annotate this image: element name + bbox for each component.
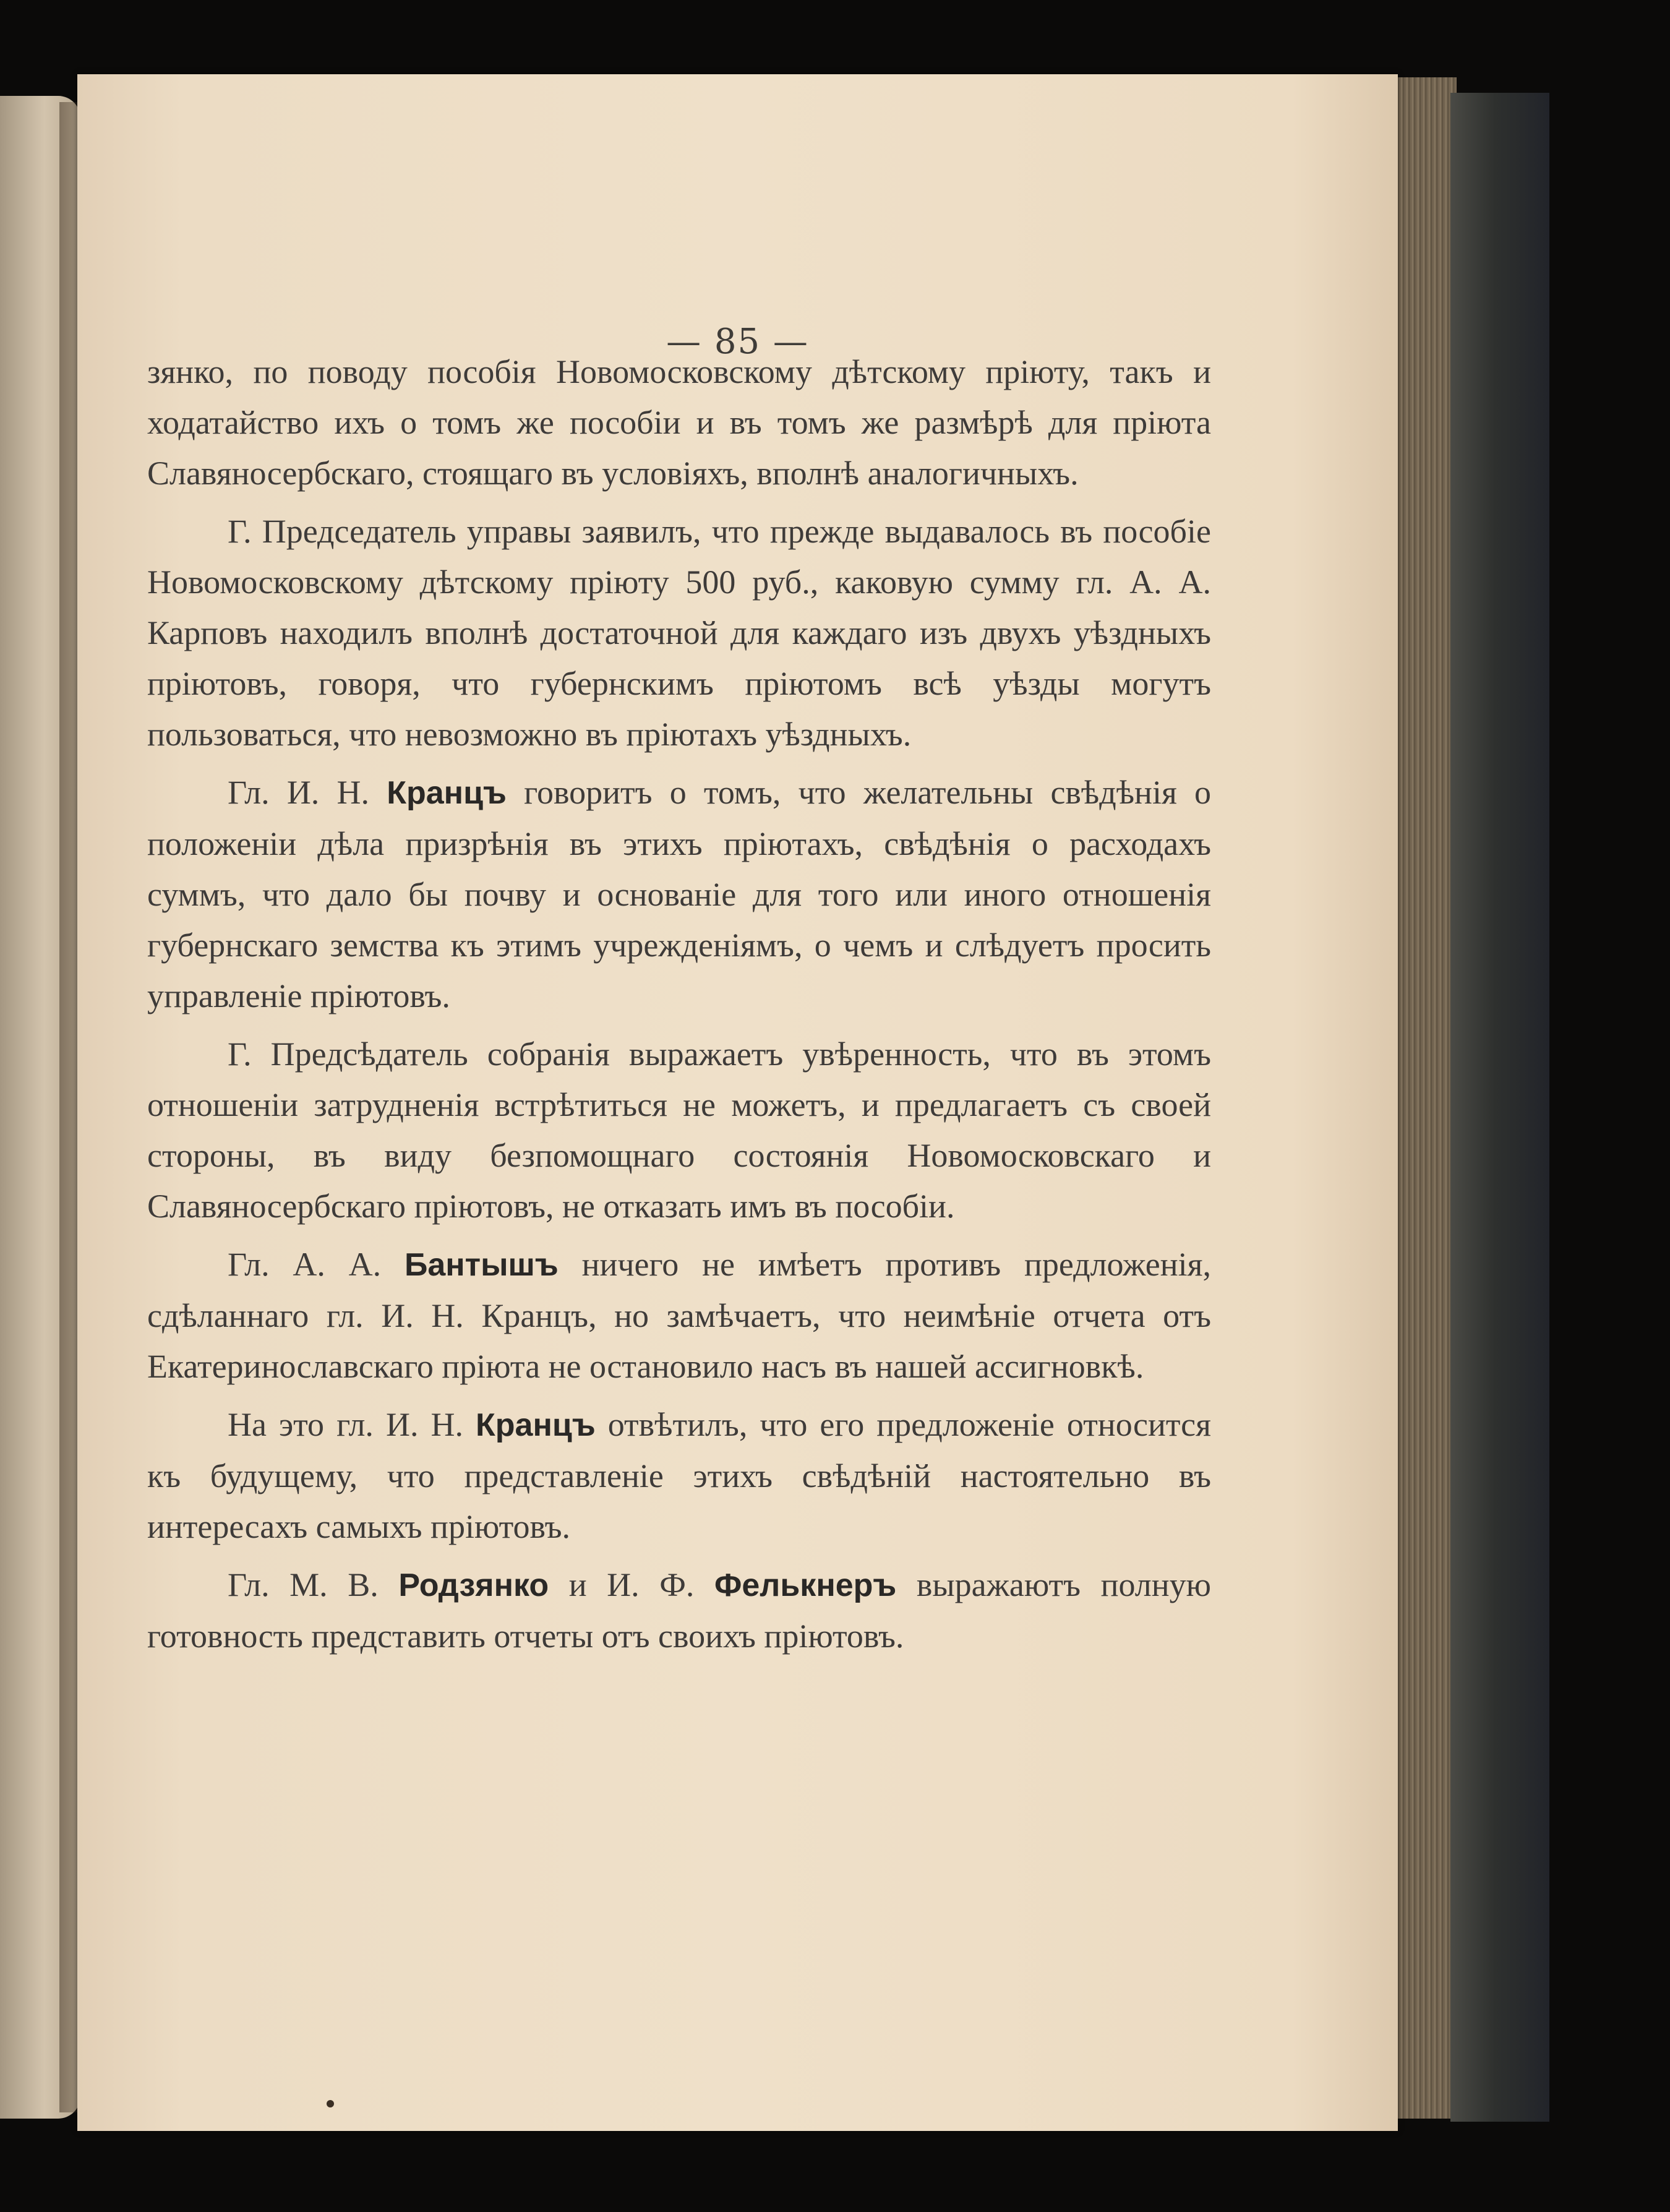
paragraph: [147, 506, 1211, 760]
paragraph: [147, 767, 1211, 1021]
paragraph: [147, 346, 1211, 499]
paragraph: [147, 1239, 1211, 1392]
paragraph-text: Гл. И. Н.: [228, 774, 387, 811]
page-number: — 85 —: [666, 322, 809, 362]
paragraph-text: Гл. М. В.: [228, 1566, 399, 1603]
paragraph: [147, 1399, 1211, 1552]
speaker-name: Бантышъ: [404, 1247, 559, 1283]
paragraph-text: На это гл. И. Н.: [228, 1406, 476, 1443]
speaker-name: Кранцъ: [387, 775, 507, 811]
paragraph: [147, 1029, 1211, 1232]
paragraph-text: выражаютъ полную готовность представить отчеты отъ своихъ пріютовъ.: [147, 1566, 1211, 1655]
paragraph: [147, 1559, 1211, 1661]
speaker-name: Родзянко: [398, 1567, 549, 1603]
book-cover: [1450, 93, 1549, 2122]
paragraph-text: Гл. А. А.: [228, 1246, 405, 1283]
page-body-text: [147, 346, 1211, 1669]
paragraph-text: ничего не имѣетъ противъ предложенія, сдѣланнаго гл. И. Н. Кранцъ, но замѣчаетъ, что неимѣніе отчета отъ Екатеринославскаго пріюта не остановило насъ въ нашей ассигновкѣ.: [147, 1246, 1211, 1385]
paragraph-text: и И. Ф.: [549, 1566, 714, 1603]
paragraph-text: отвѣтилъ, что его предложеніе относится къ будущему, что представленіе этихъ свѣдѣній настоятельно въ интересахъ самыхъ пріютовъ.: [147, 1406, 1211, 1545]
paragraph-text: Г. Предсѣдатель собранія выражаетъ увѣренность, что въ этомъ отношеніи затрудненія встрѣтиться не можетъ, и предлагаетъ съ своей стороны, въ виду безпомощнаго состоянія Новомосковскаго и Славяносербскаго пріютовъ, не отказать имъ въ пособіи.: [147, 1035, 1211, 1225]
page-block-edges: [1389, 77, 1457, 2119]
paragraph-text: зянко, по поводу пособія Новомосковскому дѣтскому пріюту, такъ и ходатайство ихъ о томъ же пособіи и въ томъ же размѣрѣ для пріюта Славяносербскаго, стоящаго въ условіяхъ, вполнѣ аналогичныхъ.: [147, 353, 1211, 492]
ink-spot: [327, 2100, 334, 2107]
speaker-name: Кранцъ: [476, 1407, 596, 1443]
paragraph-text: говоритъ о томъ, что желательны свѣдѣнія о положеніи дѣла призрѣнія въ этихъ пріютахъ, свѣдѣнія о расходахъ суммъ, что дало бы почву и основаніе для того или иного отношенія губернскаго земства къ этимъ учрежденіямъ, о чемъ и слѣдуетъ просить управленіе пріютовъ.: [147, 774, 1211, 1014]
paragraph-text: Г. Председатель управы заявилъ, что прежде выдавалось въ пособіе Новомосковскому дѣтскому пріюту 500 руб., каковую сумму гл. А. А. Карповъ находилъ вполнѣ достаточной для каждаго изъ двухъ уѣздныхъ пріютовъ, говоря, что губернскимъ пріютомъ всѣ уѣзды могутъ пользоваться, что невозможно въ пріютахъ уѣздныхъ.: [147, 513, 1211, 753]
speaker-name: Фелькнеръ: [714, 1567, 897, 1603]
